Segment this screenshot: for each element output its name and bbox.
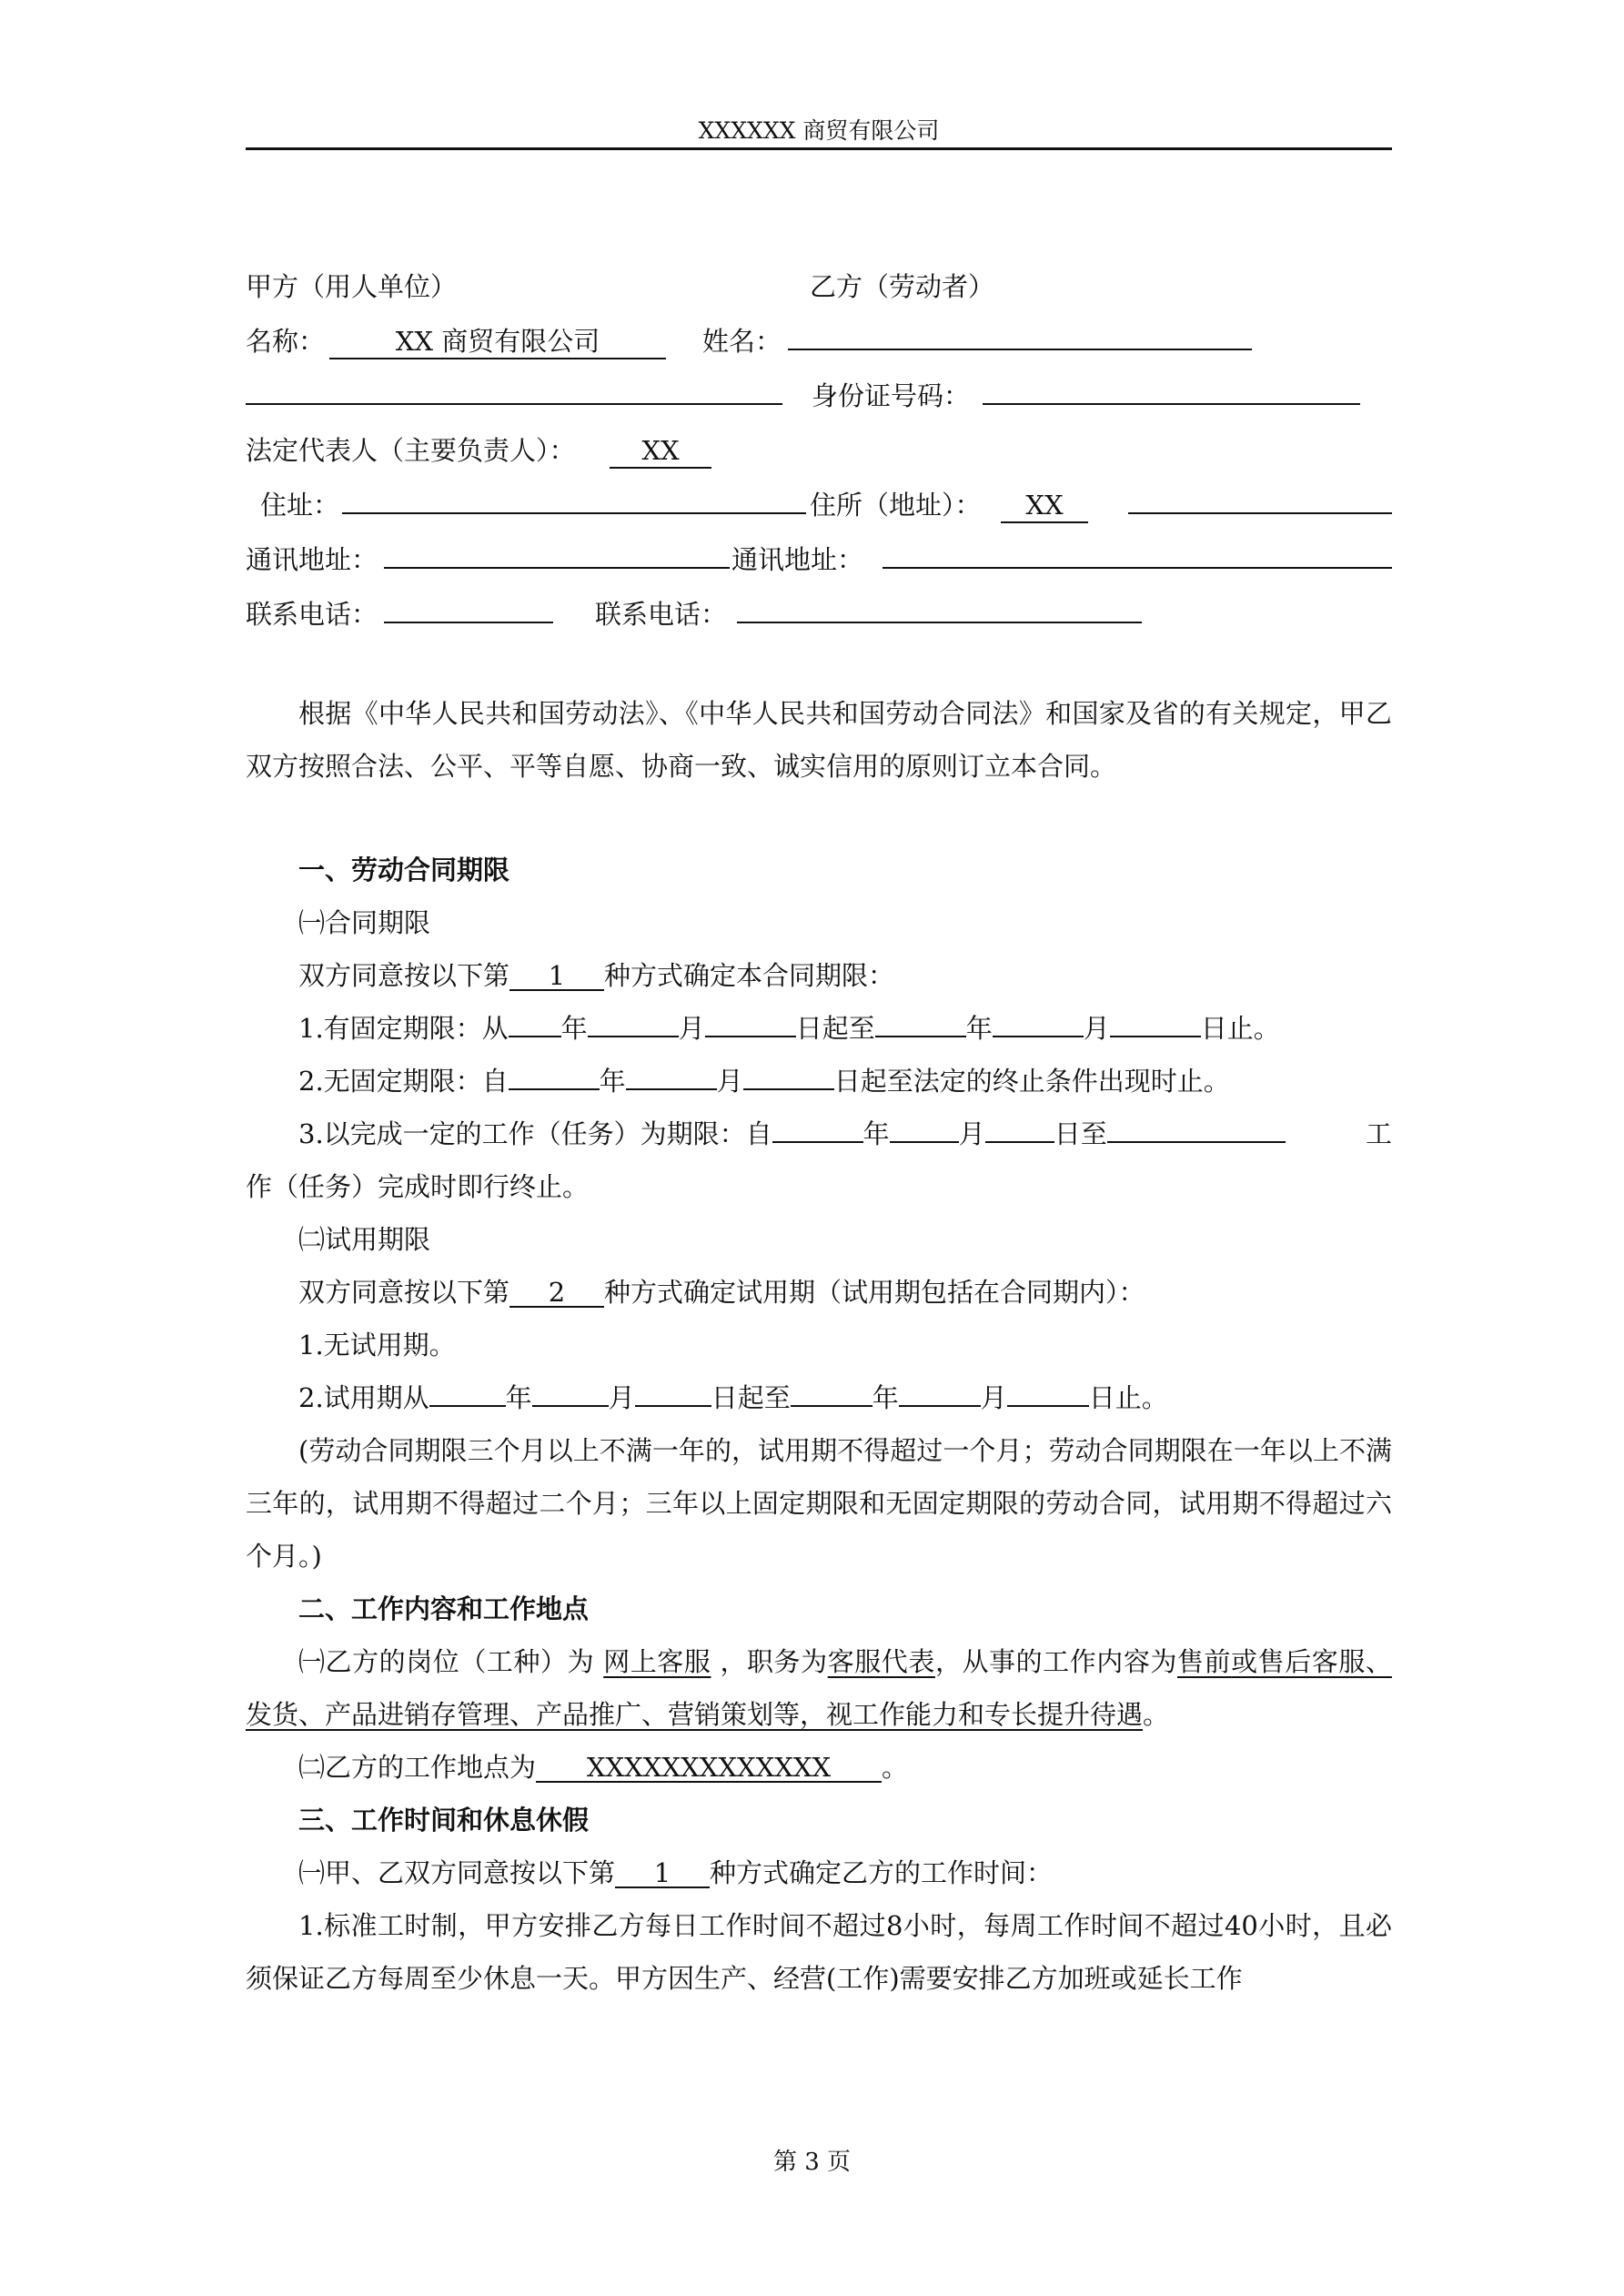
work-place-end: 。 — [882, 1752, 909, 1783]
section2-title: 二、工作内容和工作地点 — [298, 1593, 590, 1624]
year-label: 年 — [560, 1013, 588, 1044]
phone-field-a[interactable] — [384, 589, 553, 623]
task-term-prefix: 3.以完成一定的工作（任务）为期限：自 — [298, 1118, 772, 1149]
task-term-line2: 作（任务）完成时即行终止。 — [246, 1171, 590, 1202]
work-content-end: 。 — [1143, 1699, 1170, 1730]
year-label: 年 — [862, 1118, 890, 1149]
year-label: 年 — [965, 1013, 993, 1044]
work-time-choice-field[interactable]: 1 — [615, 1859, 710, 1888]
page-number: 第 3 页 — [772, 2149, 852, 2176]
fixed-end-day[interactable] — [1110, 1008, 1201, 1037]
page-header: XXXXXX 商贸有限公司 — [698, 117, 940, 144]
party-a-title: 甲方（用人单位） — [246, 271, 458, 302]
header-rule — [246, 147, 1392, 150]
position-prefix: ㈠乙方的岗位（工种）为 — [298, 1646, 595, 1677]
residence-extra-field[interactable] — [1128, 480, 1392, 514]
open-term-suffix: 日起至法定的终止条件出现时止。 — [833, 1066, 1230, 1097]
contract-body — [246, 259, 1392, 2005]
address-field[interactable] — [342, 480, 806, 514]
trial-start-year[interactable] — [429, 1378, 506, 1407]
day-end-label: 日止。 — [1088, 1382, 1168, 1413]
term-choice-prefix: 双方同意按以下第 — [298, 960, 510, 991]
preamble: 根据《中华人民共和国劳动法》、《中华人民共和国劳动合同法》和国家及省的有关规定，甲乙双方按照合法、公平、平等自愿、协商一致、诚实信用的原则订立本合同。 — [246, 698, 1392, 782]
phone-label-a: 联系电话： — [246, 599, 378, 630]
id-row — [246, 369, 1392, 423]
section1-sub2: ㈡试用期限 — [298, 1224, 431, 1255]
legal-rep-label: 法定代表人（主要负责人）： — [246, 435, 576, 466]
phone-field-b[interactable] — [737, 589, 1142, 623]
work-place-prefix: ㈡乙方的工作地点为 — [298, 1752, 537, 1783]
id-label: 身份证号码： — [812, 380, 971, 411]
party-b-title: 乙方（劳动者） — [810, 271, 995, 302]
section3-title: 三、工作时间和休息休假 — [298, 1805, 590, 1836]
standard-hours-paragraph: 1.标准工时制，甲方安排乙方每日工作时间不超过8小时，每周工作时间不超过40小时，且必须保证乙方每周至少休息一天。甲方因生产、经营(工作)需要安排乙方加班或延长工作 — [246, 1910, 1392, 1994]
task-description-field[interactable] — [1107, 1114, 1286, 1143]
trial-period-line — [246, 1371, 1392, 1424]
mail-field-b[interactable] — [883, 534, 1392, 569]
day-end-label: 日止。 — [1200, 1013, 1280, 1044]
trial-choice-prefix: 双方同意按以下第 — [298, 1277, 510, 1308]
residence-field[interactable]: XX — [1001, 489, 1088, 523]
person-name-field[interactable] — [788, 316, 1252, 350]
month-label: 月 — [678, 1013, 705, 1044]
trial-choice-field[interactable]: 2 — [509, 1279, 604, 1308]
work-content-field-2[interactable]: 或售后客服、发货、产品进销存管理、产品推广、营销策划等，视工作能力和专长提升待遇 — [246, 1646, 1392, 1730]
trial-start-month[interactable] — [532, 1378, 609, 1407]
term-choice-field[interactable]: 1 — [509, 962, 604, 991]
work-time-choice-suffix: 种方式确定乙方的工作时间： — [710, 1857, 1054, 1888]
residence-label: 住所（地址）： — [810, 490, 982, 521]
duty-prefix: ，职务为 — [720, 1646, 828, 1677]
trial-end-day[interactable] — [1007, 1378, 1089, 1407]
mail-label-a: 通讯地址： — [246, 544, 378, 575]
month-label: 月 — [958, 1118, 985, 1149]
task-term-tail: 工 — [1365, 1118, 1392, 1149]
work-place-field[interactable]: XXXXXXXXXXXXX — [536, 1754, 882, 1783]
year-label: 年 — [599, 1066, 626, 1097]
fixed-end-month[interactable] — [993, 1008, 1084, 1037]
fixed-term-line — [246, 1002, 1392, 1055]
task-start-day[interactable] — [985, 1114, 1054, 1143]
phone-row — [246, 587, 1392, 642]
work-content-prefix: ，从事的工作内容为 — [934, 1646, 1177, 1677]
legal-rep-field[interactable]: XX — [610, 434, 711, 469]
company-name-label: 名称： — [246, 326, 326, 357]
day-from-label: 日起至 — [795, 1013, 875, 1044]
task-start-year[interactable] — [772, 1114, 863, 1143]
month-label: 月 — [980, 1382, 1007, 1413]
year-label: 年 — [505, 1382, 532, 1413]
day-to-label: 日至 — [1054, 1118, 1107, 1149]
duty-field[interactable]: 客服代表 — [827, 1646, 935, 1677]
month-label: 月 — [608, 1382, 635, 1413]
day-from-label: 日起至 — [711, 1382, 791, 1413]
task-term-line — [246, 1108, 1392, 1160]
open-start-year[interactable] — [509, 1061, 600, 1090]
month-label: 月 — [1083, 1013, 1110, 1044]
term-choice-line — [246, 949, 1392, 1002]
legal-rep-row — [246, 423, 1392, 478]
party-titles-row — [246, 259, 1392, 314]
open-term-line — [246, 1055, 1392, 1108]
trial-period-prefix: 2.试用期从 — [298, 1382, 429, 1413]
fixed-start-day[interactable] — [705, 1008, 796, 1037]
trial-note: (劳动合同期限三个月以上不满一年的，试用期不得超过一个月；劳动合同期限在一年以上不满三年的，试用期不得超过二个月；三年以上固定期限和无固定期限的劳动合同，试用期不得超过六个月。) — [246, 1435, 1392, 1572]
trial-choice-line — [246, 1266, 1392, 1319]
fixed-start-year[interactable] — [509, 1008, 561, 1037]
work-content-field-1[interactable]: 售前 — [1177, 1646, 1232, 1677]
trial-end-year[interactable] — [791, 1378, 873, 1407]
no-trial-line: 1.无试用期。 — [298, 1330, 456, 1360]
trial-end-month[interactable] — [899, 1378, 981, 1407]
fixed-term-prefix: 1.有固定期限：从 — [298, 1013, 509, 1044]
fixed-start-month[interactable] — [588, 1008, 679, 1037]
open-term-prefix: 2.无固定期限：自 — [298, 1066, 509, 1097]
work-time-choice-line — [246, 1846, 1392, 1899]
open-start-month[interactable] — [626, 1061, 717, 1090]
mail-field-a[interactable] — [384, 534, 730, 569]
position-paragraph — [246, 1635, 1392, 1741]
name-row — [246, 314, 1392, 369]
month-label: 月 — [716, 1066, 743, 1097]
work-time-choice-prefix: ㈠甲、乙双方同意按以下第 — [298, 1857, 616, 1888]
term-choice-suffix: 种方式确定本合同期限： — [604, 960, 895, 991]
section1-sub1: ㈠合同期限 — [298, 907, 431, 938]
id-number-field[interactable] — [983, 370, 1360, 405]
year-label: 年 — [872, 1382, 899, 1413]
company-name-field[interactable]: XX 商贸有限公司 — [329, 325, 666, 359]
trial-start-day[interactable] — [635, 1378, 711, 1407]
address-label: 住址： — [260, 490, 340, 521]
address-row — [246, 478, 1392, 532]
phone-label-b: 联系电话： — [595, 599, 728, 630]
mail-row — [246, 532, 1392, 587]
task-start-month[interactable] — [890, 1114, 959, 1143]
position-field[interactable]: 网上客服 — [603, 1646, 711, 1677]
work-place-line — [246, 1741, 1392, 1794]
party-a-extra-field[interactable] — [246, 370, 782, 405]
trial-choice-suffix: 种方式确定试用期（试用期包括在合同期内）： — [604, 1277, 1145, 1308]
mail-label-b: 通讯地址： — [731, 544, 864, 575]
open-start-day[interactable] — [743, 1061, 834, 1090]
person-name-label: 姓名： — [702, 326, 782, 357]
fixed-end-year[interactable] — [875, 1008, 966, 1037]
section1-title: 一、劳动合同期限 — [298, 855, 510, 885]
